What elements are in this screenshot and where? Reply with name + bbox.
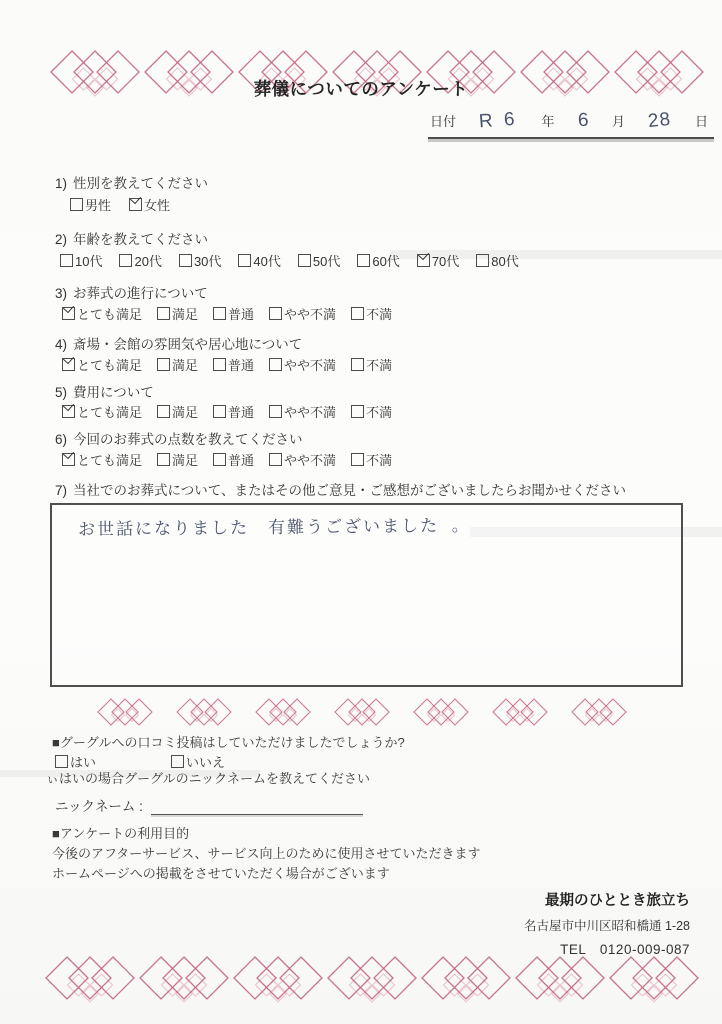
option-label: やや不満	[284, 358, 337, 373]
question-number: 3)	[55, 286, 68, 301]
option	[157, 402, 198, 421]
option-label: 満足	[172, 358, 199, 373]
option-label: やや不満	[284, 405, 337, 420]
checkbox-icon	[129, 198, 142, 211]
checkbox-icon	[269, 453, 282, 466]
option	[157, 450, 198, 469]
option	[157, 355, 198, 374]
question-2-options	[60, 251, 519, 270]
question-number: 1)	[55, 176, 68, 191]
question-number: 6)	[55, 432, 68, 447]
checkbox-icon	[62, 307, 75, 320]
option	[269, 304, 336, 323]
option	[119, 251, 161, 270]
question-3-title	[55, 282, 208, 302]
option	[213, 304, 254, 323]
option	[70, 195, 111, 214]
option	[62, 304, 142, 323]
company-address: 名古屋市中川区昭和橋通 1-28	[524, 919, 690, 933]
question-5-title	[55, 381, 154, 401]
nickname-label: ニックネーム :	[55, 799, 143, 814]
question-4-title	[55, 333, 302, 353]
option	[157, 304, 198, 323]
handwritten-era-year: R 6	[478, 108, 519, 133]
option	[213, 355, 254, 374]
option	[62, 402, 142, 421]
option-label: 30代	[193, 254, 222, 269]
question-6-options	[62, 450, 392, 469]
question-3-options	[62, 304, 392, 323]
checkbox-icon	[213, 453, 226, 466]
option-label: 不満	[366, 307, 393, 322]
option-label: とても満足	[77, 405, 143, 420]
checkbox-icon	[269, 405, 282, 418]
question-number: 2)	[55, 232, 68, 247]
purpose-line-2: ホームページへの掲載をさせていただく場合がございます	[52, 866, 390, 881]
checkbox-icon	[157, 453, 170, 466]
checkbox-icon	[179, 254, 192, 267]
question-1-title	[55, 172, 208, 192]
option-label: 50代	[312, 254, 341, 269]
checkbox-icon	[119, 254, 132, 267]
diamond-border-middle	[97, 697, 627, 727]
option-label: やや不満	[284, 307, 337, 322]
option	[179, 251, 221, 270]
option-label: 満足	[172, 405, 199, 420]
option-label: 60代	[372, 254, 400, 269]
checkbox-icon	[55, 755, 68, 768]
handwritten-comment: お世話になりました 有難うございました 。	[77, 515, 471, 540]
google-nickname-note: ぃはいの場合グーグルのニックネームを教えてください	[46, 771, 370, 786]
month-unit: 月	[611, 114, 625, 129]
option-label: はい	[70, 755, 97, 770]
option-label: 不満	[366, 405, 393, 420]
option	[417, 251, 459, 270]
nickname-blank-line	[151, 799, 363, 815]
checkbox-icon	[157, 358, 170, 371]
diamond-border-bottom	[45, 948, 699, 1008]
option	[476, 251, 518, 270]
option-label: とても満足	[77, 307, 143, 322]
option	[269, 402, 336, 421]
checkbox-icon	[351, 307, 364, 320]
checkbox-icon	[62, 358, 75, 371]
option	[269, 355, 336, 374]
checkbox-icon	[269, 358, 282, 371]
question-text: 性別を教えてください	[73, 176, 209, 191]
option	[351, 304, 392, 323]
option	[351, 402, 392, 421]
option	[129, 195, 170, 214]
option	[357, 251, 399, 270]
purpose-heading: ■アンケートの利用目的	[52, 826, 190, 841]
option-label: いいえ	[186, 755, 226, 770]
comment-box	[50, 503, 683, 687]
day-unit: 日	[694, 114, 708, 129]
option-label: 女性	[144, 198, 171, 213]
checkbox-icon	[62, 453, 75, 466]
form-title: 葬儀についてのアンケート	[253, 79, 469, 99]
option-label: 不満	[366, 453, 393, 468]
checkbox-icon	[213, 307, 226, 320]
checkbox-icon	[157, 405, 170, 418]
checkbox-icon	[70, 198, 83, 211]
date-label: 日付	[430, 114, 457, 129]
checkbox-icon	[357, 254, 370, 267]
checkbox-icon	[269, 307, 282, 320]
question-number: 7)	[55, 483, 68, 498]
option-label: 10代	[75, 254, 103, 269]
checkbox-icon	[238, 254, 251, 267]
checkbox-icon	[417, 254, 430, 267]
checkbox-icon	[213, 405, 226, 418]
question-text: 年齢を教えてください	[73, 232, 209, 247]
option	[238, 251, 280, 270]
option-label: 不満	[366, 358, 393, 373]
checkbox-icon	[157, 307, 170, 320]
company-name: 最期のひととき旅立ち	[545, 893, 690, 909]
option	[351, 355, 392, 374]
date-row	[428, 110, 714, 139]
checkbox-icon	[60, 254, 73, 267]
nickname-row	[55, 795, 363, 815]
handwritten-month: 6	[577, 109, 590, 132]
checkbox-icon	[476, 254, 489, 267]
option-label: とても満足	[77, 453, 143, 468]
question-text: お葬式の進行について	[73, 286, 208, 301]
question-text: 費用について	[73, 385, 154, 400]
checkbox-icon	[298, 254, 311, 267]
year-unit: 年	[541, 114, 555, 129]
checkbox-icon	[62, 405, 75, 418]
google-review-question: ■グーグルへの口コミ投稿はしていただけましたでしょうか?	[52, 735, 405, 750]
option-label: 満足	[172, 453, 199, 468]
option-label: やや不満	[284, 453, 337, 468]
option-label: 20代	[134, 254, 162, 269]
question-6-title	[55, 428, 303, 448]
option	[213, 450, 254, 469]
option	[213, 402, 254, 421]
option-label: とても満足	[77, 358, 143, 373]
option	[62, 450, 142, 469]
option-label: 満足	[172, 307, 199, 322]
question-text: 当社でのお葬式について、またはその他ご意見・ご感想がございましたらお聞かせください	[73, 483, 626, 498]
option	[298, 251, 340, 270]
question-number: 5)	[55, 385, 68, 400]
question-number: 4)	[55, 337, 68, 352]
question-text: 斎場・会館の雰囲気や居心地について	[73, 337, 303, 352]
question-text: 今回のお葬式の点数を教えてください	[73, 432, 303, 447]
option-label: 80代	[491, 254, 519, 269]
company-phone: TEL 0120-009-087	[560, 942, 690, 957]
option-label: 男性	[85, 198, 112, 213]
option-label: 普通	[228, 358, 255, 373]
option-label: 普通	[228, 453, 255, 468]
option	[269, 450, 336, 469]
checkbox-icon	[171, 755, 184, 768]
option-label: 普通	[228, 307, 255, 322]
option	[60, 251, 102, 270]
question-1-options	[70, 195, 170, 214]
checkbox-icon	[213, 358, 226, 371]
option-label: 70代	[431, 254, 460, 269]
checkbox-icon	[351, 405, 364, 418]
question-4-options	[62, 355, 392, 374]
question-2-title	[55, 228, 208, 248]
question-7-title	[55, 479, 626, 499]
option	[62, 355, 142, 374]
handwritten-day: 28	[647, 108, 673, 133]
option-label: 40代	[253, 254, 281, 269]
checkbox-icon	[351, 453, 364, 466]
option	[351, 450, 392, 469]
checkbox-icon	[351, 358, 364, 371]
option-label: 普通	[228, 405, 255, 420]
question-5-options	[62, 402, 392, 421]
purpose-line-1: 今後のアフターサービス、サービス向上のために使用させていただきます	[52, 846, 481, 861]
